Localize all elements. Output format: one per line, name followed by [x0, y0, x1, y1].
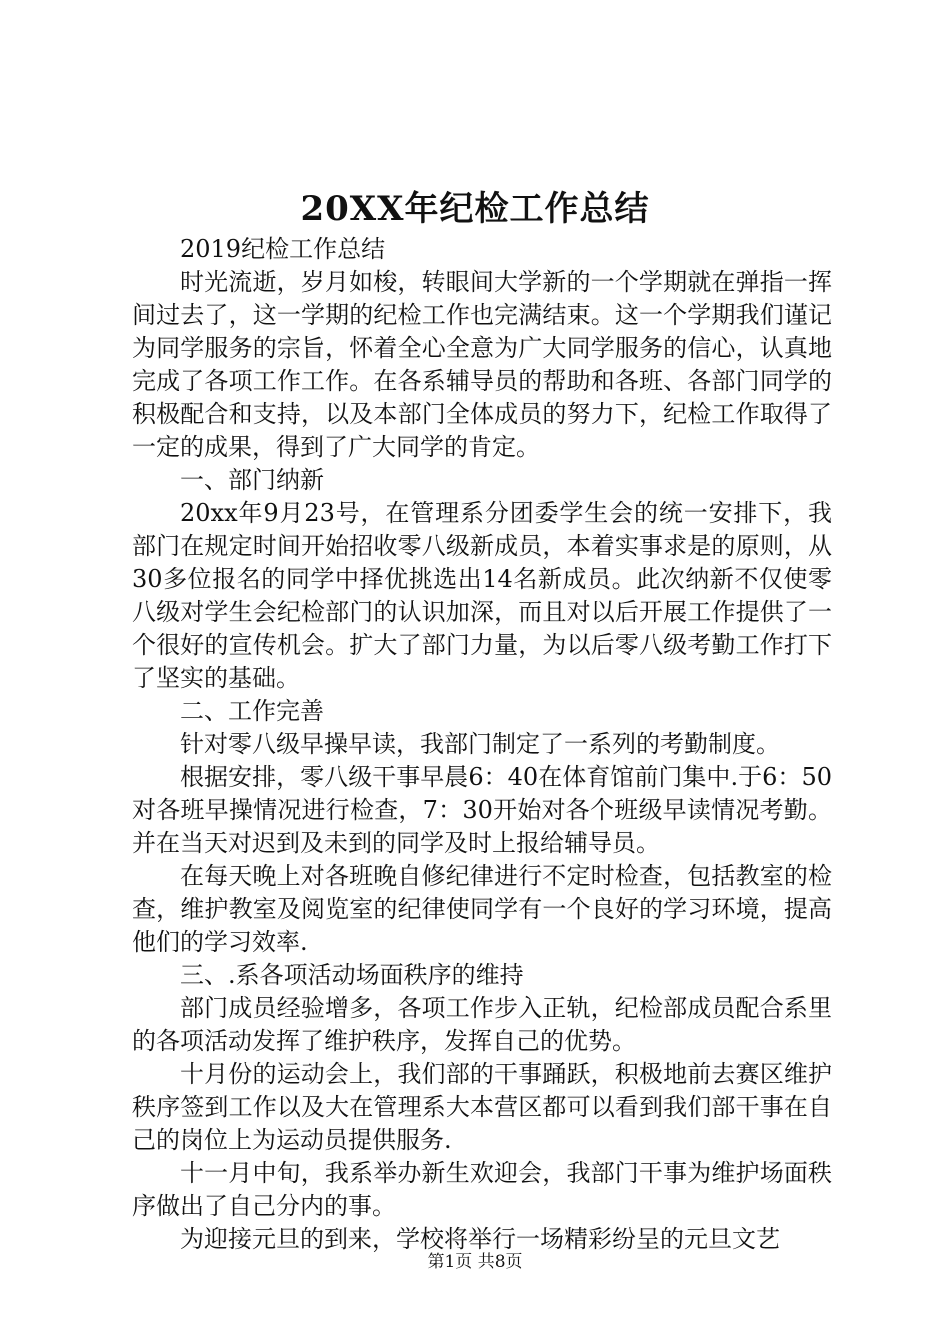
- section-heading-1: 一、部门纳新: [180, 466, 324, 494]
- section-heading-2: 二、工作完善: [180, 697, 324, 725]
- paragraph-activities: 部门成员经验增多，各项工作步入正轨，纪检部成员配合系里的各项活动发挥了维护秩序，发挥自己的优势。: [132, 994, 832, 1055]
- section-heading-3: 三、.系各项活动场面秩序的维持: [180, 961, 524, 989]
- paragraph-attendance-rules: 针对零八级早操早读，我部门制定了一系列的考勤制度。: [180, 730, 780, 758]
- paragraph-intro: 时光流逝，岁月如梭，转眼间大学新的一个学期就在弹指一挥间过去了，这一学期的纪检工作也完满结束。这一个学期我们谨记为同学服务的宗旨，怀着全心全意为广大同学服务的信心，认真地完成了各项工作工作。在各系辅导员的帮助和各班、各部门同学的积极配合和支持，以及本部门全体成员的努力下，纪检工作取得了一定的成果，得到了广大同学的肯定。: [132, 268, 832, 461]
- paragraph-sports-meet: 十月份的运动会上，我们部的干事踊跃，积极地前去赛区维护秩序签到工作以及大在管理系大本营区都可以看到我们部干事在自己的岗位上为运动员提供服务.: [132, 1060, 832, 1154]
- paragraph-welcome-party: 十一月中旬，我系举办新生欢迎会，我部门干事为维护场面秩序做出了自己分内的事。: [132, 1159, 832, 1220]
- page-footer: 第1页 共8页: [427, 1252, 523, 1272]
- document-title: 20XX年纪检工作总结: [300, 189, 650, 229]
- paragraph-recruitment: 20xx年9月23号，在管理系分团委学生会的统一安排下，我部门在规定时间开始招收零八级新成员，本着实事求是的原则，从30多位报名的同学中择优挑选出14名新成员。此次纳新不仅使零八级对学生会纪检部门的认识加深，而且对以后开展工作提供了一个很好的宣传机会。扩大了部门力量，为以后零八级考勤工作打下了坚实的基础。: [132, 499, 832, 692]
- paragraph-evening-check: 在每天晚上对各班晚自修纪律进行不定时检查，包括教室的检查，维护教室及阅览室的纪律使同学有一个良好的学习环境，提高他们的学习效率.: [132, 862, 832, 956]
- paragraph-morning-schedule: 根据安排，零八级干事早晨6：40在体育馆前门集中.于6：50对各班早操情况进行检查，7：30开始对各个班级早读情况考勤。并在当天对迟到及未到的同学及时上报给辅导员。: [132, 763, 832, 857]
- paragraph-subtitle: 2019纪检工作总结: [180, 235, 386, 263]
- document-body: [132, 233, 832, 1256]
- paragraph-new-year: 为迎接元旦的到来，学校将举行一场精彩纷呈的元旦文艺: [180, 1225, 780, 1253]
